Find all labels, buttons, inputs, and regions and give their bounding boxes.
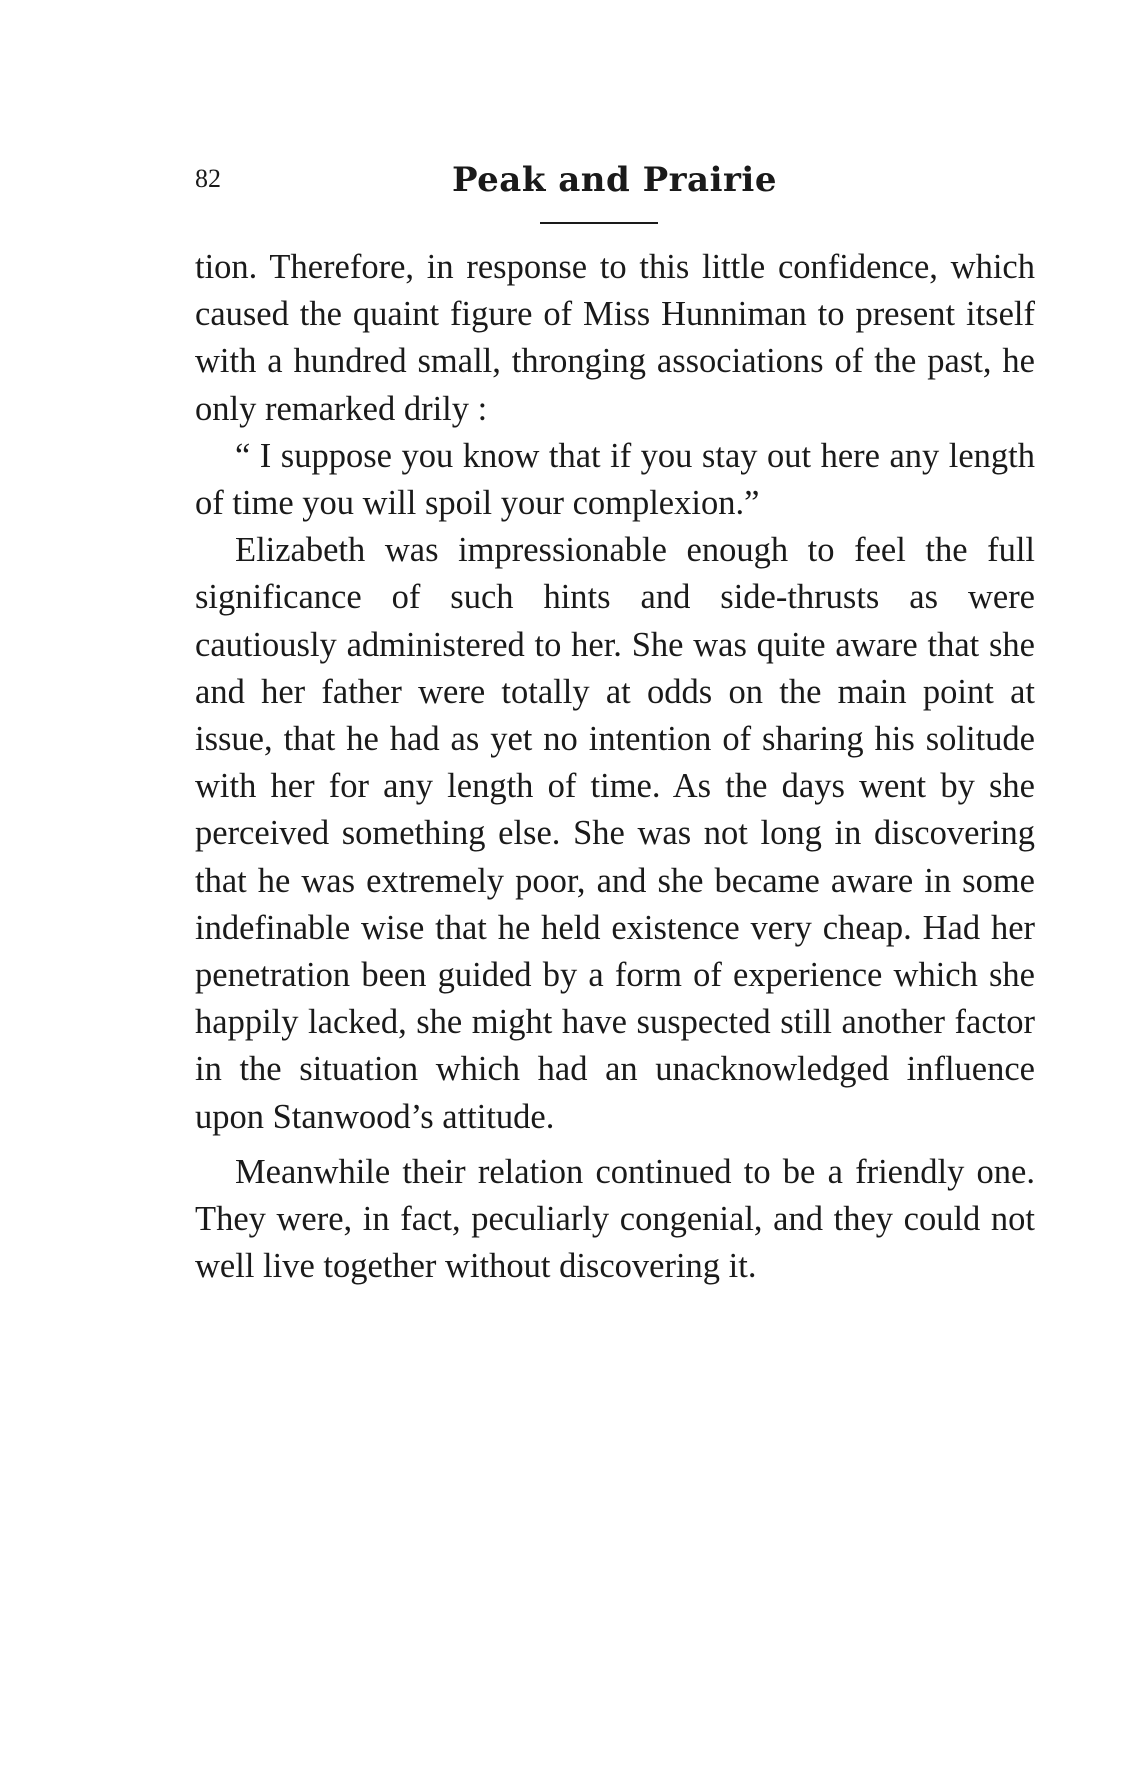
paragraph-meanwhile: Meanwhile their relation continued to be a friendly one. They were, in fact, peculiarly congenial, and they could not well live together without discovering it. — [195, 1152, 1035, 1286]
page-number: 82 — [195, 164, 221, 193]
body-text — [195, 244, 1035, 1290]
paragraph-elizabeth: Elizabeth was impressionable enough to feel the full significance of such hints and side-thrusts as were cautiously administered to her. She was quite aware that she and her father were totally at odds on the main point at issue, that he had as yet no intention of sharing his solitude with her for any length of time. As the days went by she perceived something else. She was not long in discovering that he was extremely poor, and she became aware in some indefinable wise that he held existence very cheap. Had her penetration been guided by a form of experience which she happily lacked, she might have suspected still another factor in the situation which had an unacknowledged influence upon Stanwood’s attitude. — [195, 531, 1035, 1136]
paragraph-dialogue: “ I suppose you know that if you stay out here any length of time you will spoil your complexion.” — [195, 436, 1035, 523]
page-header — [195, 160, 1035, 220]
paragraph-continuation: tion. Therefore, in response to this little confidence, which caused the quaint figure of Miss Hunniman to present itself with a hundred small, thronging associations of the past, he only remarked drily : — [195, 248, 1035, 428]
title-rule — [540, 222, 658, 224]
running-title: Peak and Prairie — [452, 160, 777, 200]
